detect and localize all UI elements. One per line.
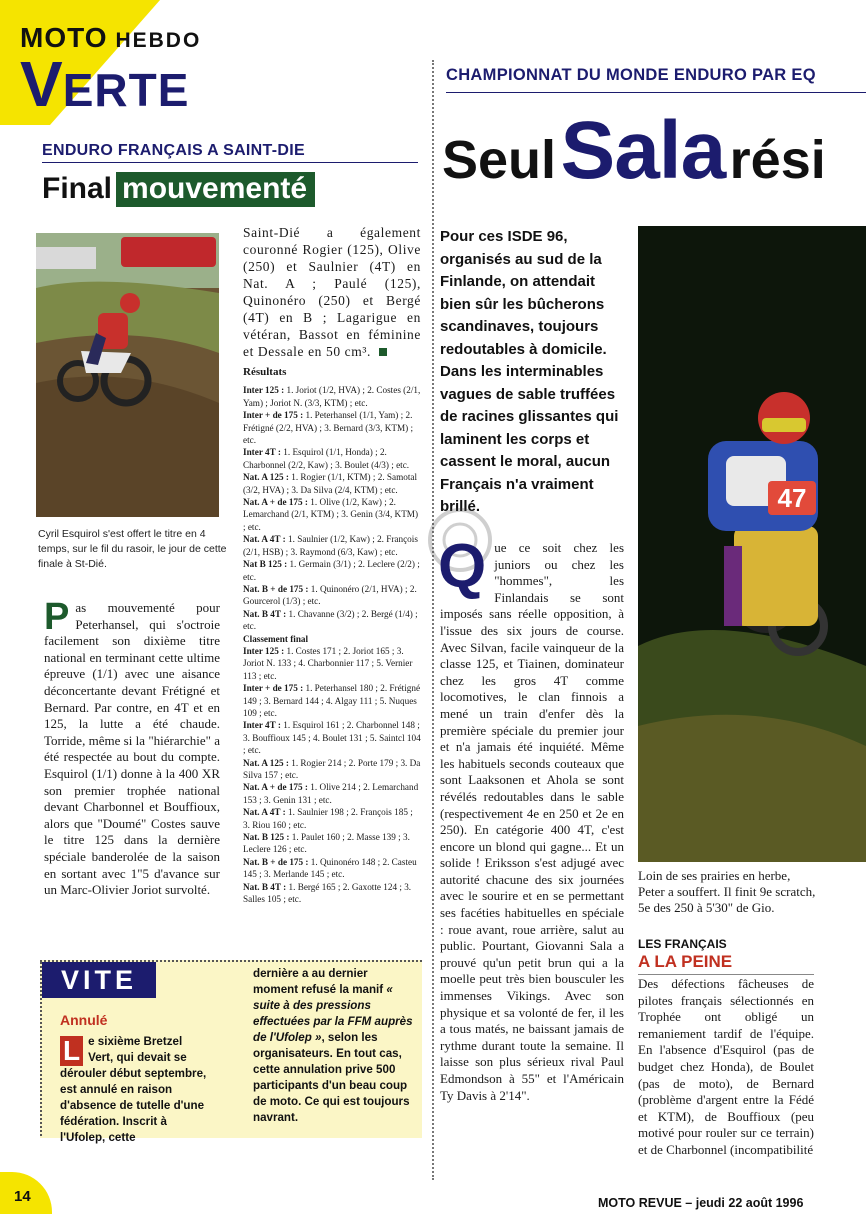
page-number: 14 (14, 1188, 31, 1205)
result-category: Nat. B 125 : (243, 832, 290, 843)
result-line (243, 831, 421, 856)
sub-kicker: LES FRANÇAIS (638, 937, 727, 951)
right-article-kicker: CHAMPIONNAT DU MONDE ENDURO PAR EQ (446, 66, 816, 84)
vite-label: VITE (42, 962, 156, 998)
photo-esquirol-illustration (36, 233, 219, 517)
end-mark (379, 348, 387, 356)
vite-column-2 (253, 966, 413, 1126)
result-category: Inter 4T : (243, 720, 281, 731)
footer-credit (598, 1196, 803, 1210)
result-text: 1. Germain (3/1) ; 2. Leclere (2/2) ; etc. (243, 559, 420, 582)
result-text: 1. Quinonéro (2/1, HVA) ; 2. Gourcerol (1/3) ; etc. (243, 583, 417, 607)
result-text: 1. Saulnier 198 ; 2. François 185 ; 3. Riou 160 ; etc. (243, 807, 413, 830)
section-title-initial: V (20, 48, 63, 120)
right-article-headline (442, 104, 826, 198)
result-line (243, 471, 421, 496)
result-category: Nat. A 4T : (243, 807, 286, 818)
result-line (243, 881, 421, 906)
result-category: Nat. B + de 175 : (243, 583, 309, 594)
result-text: 1. Olive (1/2, Kaw) ; 2. Lemarchand (2/1, KTM) ; 3. Genin (3/4, KTM) ; etc. (243, 497, 419, 532)
result-line (243, 583, 421, 608)
result-line (243, 856, 421, 881)
result-text: 1. Paulet 160 ; 2. Masse 139 ; 3. Leclere 126 ; etc. (243, 832, 410, 855)
right-body-text: ue ce soit chez les juniors ou chez les "hommes", les Finlandais se sont imposés sans réelle opposition, à l'issue des six jours de course. Avec Silvan, facile vainqueur de la classe 125, et Tiainen, dominateur chez les gros 4T comme locomotives, le clan finnois a mené un train d'enfer dès la première spéciale du premier jour et n'a jamais été inquiété. Même les habituels seconds couteaux que sont Laaksonen et Ahola se sont révélés redoutables dans le sable (respectivement 4e en 250 et 2e en 250). En catégorie 400 4T, c'est encore un blond qui gagne... Et un solide ! Eriksson s'est adjugé avec autorité chacune des six journées avec le sourire et en se permettant ses facéties habituelles en spéciale : roue avant, roue arrière, salut au public. Pourtant, Giovanni Sala a prouvé qu'un petit brun qui a la moelle peut très bien bousculer les immenses Vikings. Avec son physique et sa volonté de fer, il les a tous matés, ne baissant jamais de rythme durant toute la semaine. Il laisse son plus sérieux rival Paul Edmondson à 55" et l'Américain Ty Davis à 2'14". (440, 540, 624, 1103)
bib-number: 47 (777, 483, 807, 513)
vite-col1-text: e sixième Bretzel Vert, qui devait se dérouler début septembre, est annulé en raison d'absence de tutelle d'une fédération. Inscrit à l'Ufolep, cette (60, 1035, 207, 1144)
result-category: Nat. B 4T : (243, 881, 287, 892)
left-dropcap: P (44, 596, 70, 638)
left-body-text: as mouvementé pour Peterhansel, qui s'octroie facilement son dixième titre national en terminant cette ultime épreuve (1/1) avec une aisance déconcertante devant Frétigné et Bernard. Par contre, en 4T et en 125, la lutte a été chaude. Torride, même si la "hiérarchie" a été respectée au bout du compte. Esquirol (1/1) donne à la 400 XR son premier trophée national devant Charbonnel et Bouffioux, alors que "Doumé" Costes sauve le titre 125 dans la dernière spéciale banderolée de la saison en sortant avec 1"5 d'avance sur un Marc-Olivier Joriot survolté. (44, 600, 220, 898)
result-text: 1. Peterhansel 180 ; 2. Frétigné 149 ; 3. Bernard 144 ; 4. Algay 111 ; 5. Nuques 109 ; etc. (243, 683, 421, 718)
vite-column-1 (60, 1034, 210, 1146)
result-line (243, 806, 421, 831)
photo-esquirol (36, 233, 219, 517)
result-category: Nat. B 4T : (243, 608, 287, 619)
final-ranking-title: Classement final (243, 633, 309, 644)
sub-headline: A LA PEINE (638, 952, 814, 975)
vite-subtitle: Annulé (60, 1012, 108, 1028)
result-text: 1. Rogier 214 ; 2. Porte 179 ; 3. Da Silva 157 ; etc. (243, 757, 421, 780)
headline-boxed: mouvementé (116, 172, 315, 207)
result-text: 1. Quinonéro 148 ; 2. Casteu 145 ; 3. Merlande 145 ; etc. (243, 856, 417, 880)
left-top-paragraph-text: Saint-Dié a également couronné Rogier (125), Olive (250) et Saulnier (4T) en Nat. A ; Paulé (125), Quinonéro (250) et Bergé (4T) en B ; Lagarigue en vétéran, Bassot en féminine et Dessale en 50 cm³. (243, 225, 421, 359)
result-category: Nat. A + de 175 : (243, 782, 308, 793)
final-ranking-list (243, 645, 421, 906)
result-category: Nat. A 4T : (243, 534, 286, 545)
result-text: 1. Costes 171 ; 2. Joriot 165 ; 3. Joriot N. 133 ; 4. Charbonnier 117 ; 5. Vernier 113 ; etc. (243, 645, 413, 681)
result-category: Inter + de 175 : (243, 683, 304, 694)
kicker-rule (446, 92, 866, 93)
result-line (243, 533, 421, 558)
result-line (243, 384, 421, 409)
left-article-body (44, 596, 220, 899)
headline-word-1: Seul (442, 130, 557, 190)
result-category: Nat. A + de 175 : (243, 497, 308, 508)
result-text: 1. Joriot (1/2, HVA) ; 2. Costes (2/1, Yam) ; Joriot N. (3/3, KTM) ; etc. (243, 385, 421, 408)
result-category: Inter + de 175 : (243, 410, 304, 421)
result-category: Nat. A 125 : (243, 472, 289, 483)
sub-body: Des défections fâcheuses de pilotes français sélectionnés en Trophée ont obligé un remaniement tardif de l'équipe. En l'absence d'Esquirol (pas de budget chez Honda), de Boulet (pas de moto), de Bernard (problème d'argent entre la Fédé et KTM), de Bouffioux (peu motivé pour rouler sur ce terrain) et de Charbonnel (incompatibilité (638, 976, 814, 1157)
left-photo-caption: Cyril Esquirol s'est offert le titre en 4 temps, sur le fil du rasoir, le jour de cette finale à St-Dié. (38, 528, 227, 570)
result-line (243, 558, 421, 583)
result-line (243, 645, 421, 682)
results-block (243, 366, 421, 905)
photo-sala (638, 226, 866, 862)
result-line (243, 757, 421, 782)
result-line (243, 446, 421, 471)
section-title-rest: ERTE (62, 64, 190, 116)
headline-word-2: Sala (560, 105, 726, 196)
left-top-paragraph (243, 224, 421, 360)
result-text: 1. Olive 214 ; 2. Lemarchand 153 ; 3. Genin 131 ; etc. (243, 782, 419, 805)
vite-col2-quote: « suite à des pressions effectuées par la FFM auprès de l'Ufolep » (253, 983, 413, 1044)
photo-sala-illustration (638, 226, 866, 862)
column-divider (432, 60, 434, 1180)
right-article-body (438, 532, 624, 1104)
result-text: 1. Rogier (1/1, KTM) ; 2. Samotal (3/2, HVA) ; 3. Da Silva (2/4, KTM) ; etc. (243, 472, 418, 495)
vite-dropcap: L (60, 1036, 83, 1066)
result-text: 1. Esquirol (1/1, Honda) ; 2. Charbonnel (2/2, Kaw) ; 3. Boulet (4/3) ; etc. (243, 447, 410, 470)
right-photo-caption: Loin de ses prairies en herbe, Peter a souffert. Il finit 9e scratch, 5e des 250 à 5'30" de Gio. (638, 868, 816, 915)
result-category: Inter 125 : (243, 385, 285, 396)
footer-magazine: MOTO REVUE (598, 1196, 682, 1210)
result-category: Nat B 125 : (243, 559, 288, 570)
vite-col2-a: dernière a au dernier moment refusé la manif (253, 967, 387, 996)
result-category: Nat. B + de 175 : (243, 856, 309, 867)
results-list (243, 384, 421, 632)
left-article-headline (42, 172, 315, 206)
result-line (243, 608, 421, 633)
footer-date: – jeudi 22 août 1996 (685, 1196, 804, 1210)
brand-hebdo: HEBDO (115, 29, 202, 52)
result-category: Nat. A 125 : (243, 757, 289, 768)
result-text: 1. Bergé 165 ; 2. Gaxotte 124 ; 3. Salles 105 ; etc. (243, 881, 412, 905)
result-text: 1. Saulnier (1/2, Kaw) ; 2. François (2/1, HSB) ; 3. Raymond (6/3, Kaw) ; etc. (243, 534, 418, 557)
result-line (243, 682, 421, 719)
right-article-intro: Pour ces ISDE 96, organisés au sud de la Finlande, on attendait bien sûr les bûcherons scandinaves, toujours redoutables à domicile. Dans les interminables vagues de sable truffées de racines glissantes qui laminent les corps et cassent le moral, aucun Français n'a vraiment brillé. (440, 228, 619, 515)
vite-col2-b: , selon les organisateurs. En tout cas, cette annulation prive 500 participants d'un beau coup de moto. Ce qui est toujours navrant. (253, 1031, 410, 1124)
result-line (243, 719, 421, 756)
result-line (243, 496, 421, 533)
result-line (243, 781, 421, 806)
left-article-kicker: ENDURO FRANÇAIS A SAINT-DIE (42, 142, 418, 163)
result-line (243, 409, 421, 446)
result-category: Inter 4T : (243, 447, 281, 458)
section-title (20, 48, 190, 120)
result-text: 1. Esquirol 161 ; 2. Charbonnel 148 ; 3. Bouffioux 145 ; 4. Boulet 131 ; 5. Saintcl 104 ; etc. (243, 720, 421, 756)
headline-plain: Final (42, 172, 113, 205)
results-title: Résultats (243, 366, 287, 378)
right-dropcap: Q (438, 532, 487, 601)
result-text: 1. Chavanne (3/2) ; 2. Bergé (1/4) ; etc. (243, 608, 418, 632)
headline-word-3: rési (729, 130, 826, 190)
result-text: 1. Peterhansel (1/1, Yam) ; 2. Frétigné (2/2, HVA) ; 3. Bernard (3/3, KTM) ; etc. (243, 410, 414, 446)
result-category: Inter 125 : (243, 645, 285, 656)
brand-moto: MOTO (20, 22, 108, 53)
